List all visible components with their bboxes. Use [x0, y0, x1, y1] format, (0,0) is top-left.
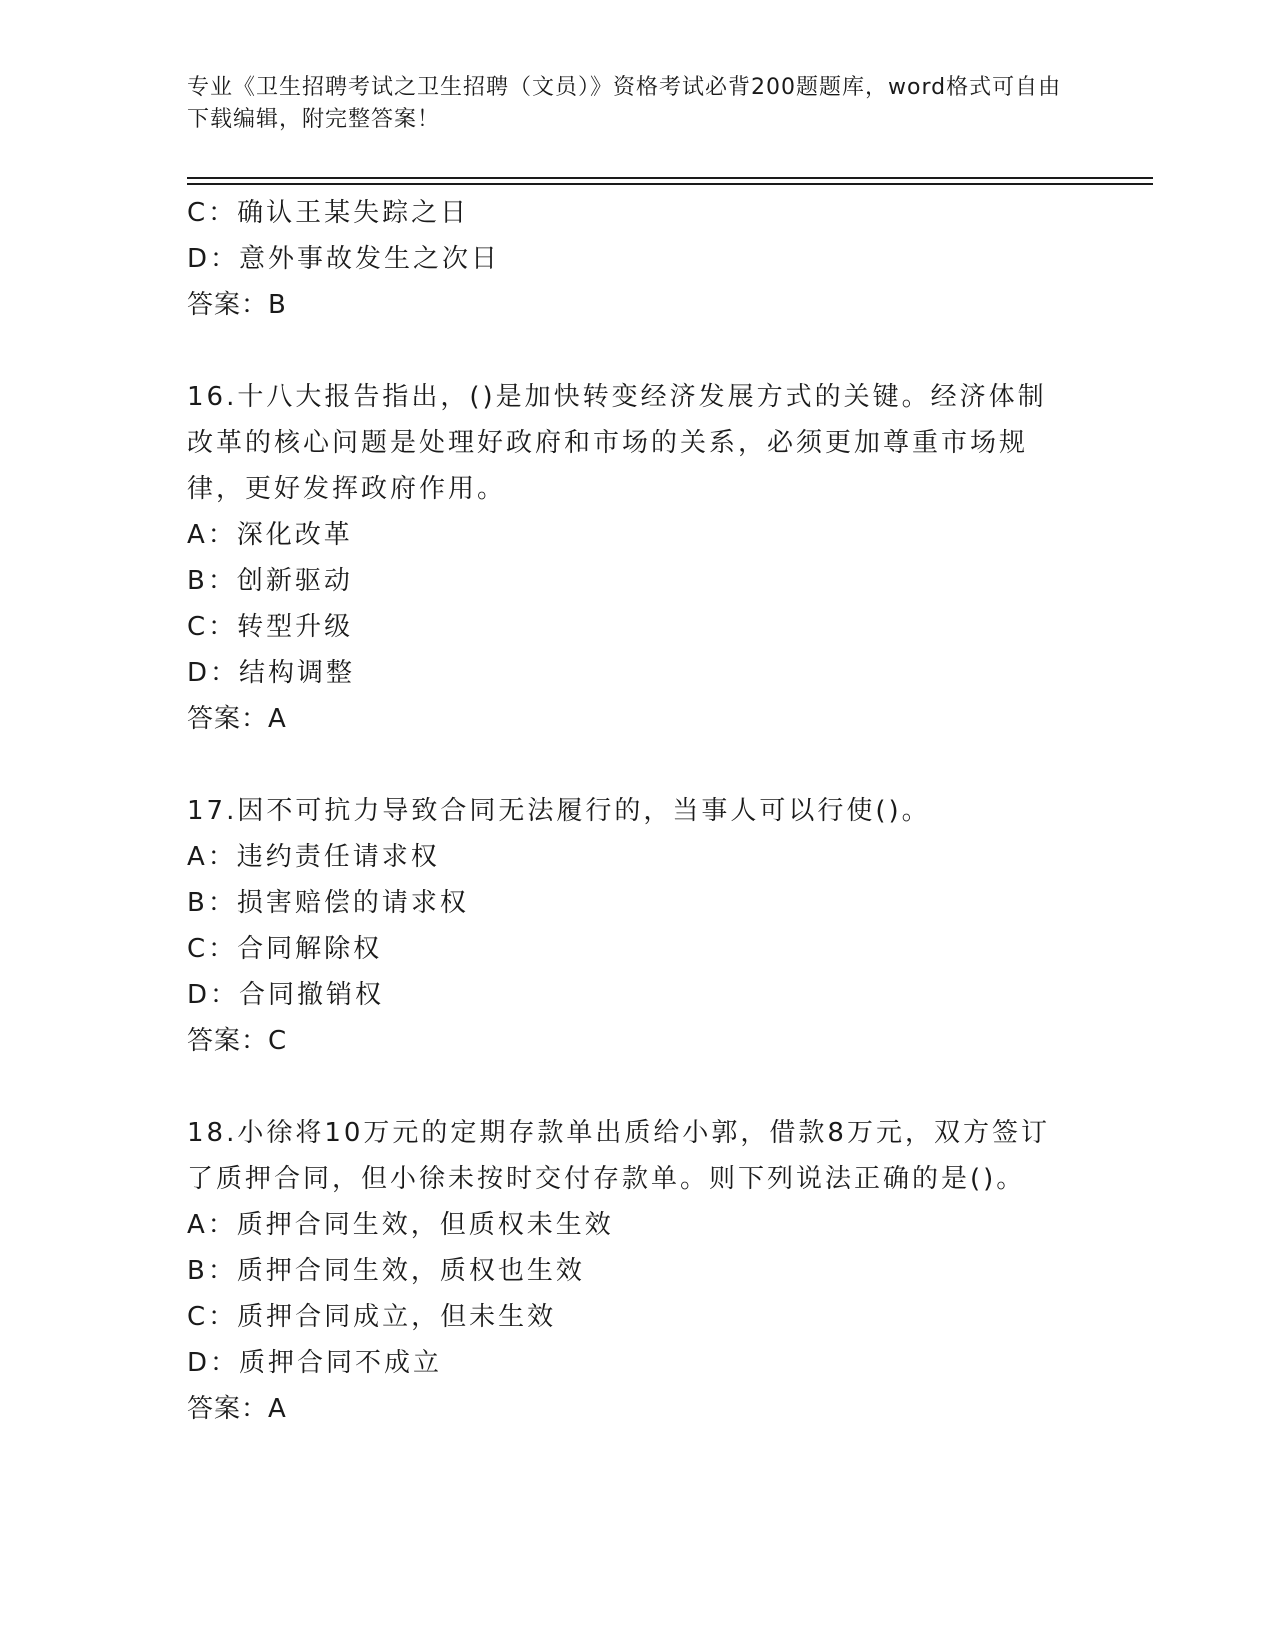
option-text: 质押合同成立，但未生效: [237, 1302, 557, 1332]
option-c: [187, 604, 1087, 650]
option-text: 创新驱动: [236, 566, 353, 596]
spacer: [187, 742, 1087, 788]
question-text: 16.十八大报告指出，()是加快转变经济发展方式的关键。经济体制改革的核心问题是处理好政府和市场的关系，必须更加尊重市场规律，更好发挥政府作用。: [187, 382, 1047, 504]
spacer: [187, 328, 1087, 374]
header-divider-top: [187, 177, 1153, 179]
option-text: 意外事故发生之次日: [239, 244, 501, 274]
option-key: B：: [187, 888, 237, 918]
option-text: 质押合同不成立: [239, 1348, 443, 1378]
option-d: [187, 1340, 1087, 1386]
option-b: [187, 1248, 1087, 1294]
option-text: 质押合同生效，但质权未生效: [236, 1210, 614, 1240]
option-d: [187, 650, 1087, 696]
option-text: 损害赔偿的请求权: [236, 888, 469, 918]
option-c: [187, 190, 1087, 236]
option-text: 质押合同生效，质权也生效: [236, 1256, 585, 1286]
question-18: [187, 1110, 1087, 1432]
option-key: D：: [187, 980, 240, 1010]
option-text: 确认王某失踪之日: [237, 198, 470, 228]
option-text: 合同解除权: [237, 934, 383, 964]
option-b: [187, 558, 1087, 604]
answer-line: 答案：A: [187, 704, 287, 734]
option-key: D：: [187, 1348, 240, 1378]
question-17: [187, 788, 1087, 1064]
document-header: 专业《卫生招聘考试之卫生招聘（文员）》资格考试必背200题题库，word格式可自由下载编辑，附完整答案！: [187, 75, 1062, 132]
previous-question-tail: [187, 190, 1087, 328]
header-divider-bottom: [187, 183, 1153, 185]
option-d: [187, 972, 1087, 1018]
option-key: D：: [187, 244, 240, 274]
option-text: 转型升级: [237, 612, 354, 642]
option-text: 深化改革: [236, 520, 353, 550]
option-key: A：: [187, 520, 237, 550]
option-b: [187, 880, 1087, 926]
option-key: D：: [187, 658, 240, 688]
option-a: [187, 1202, 1087, 1248]
option-key: C：: [187, 198, 238, 228]
option-key: C：: [187, 612, 238, 642]
spacer: [187, 1064, 1087, 1110]
option-d: [187, 236, 1087, 282]
option-key: A：: [187, 842, 237, 872]
option-a: [187, 834, 1087, 880]
option-key: C：: [187, 1302, 238, 1332]
option-a: [187, 512, 1087, 558]
option-key: A：: [187, 1210, 237, 1240]
answer-line: 答案：A: [187, 1394, 287, 1424]
option-key: C：: [187, 934, 238, 964]
question-list: [187, 190, 1087, 1432]
question-16: [187, 374, 1087, 742]
question-text: 18.小徐将10万元的定期存款单出质给小郭，借款8万元，双方签订了质押合同，但小徐未按时交付存款单。则下列说法正确的是()。: [187, 1118, 1050, 1194]
option-text: 结构调整: [239, 658, 356, 688]
option-key: B：: [187, 1256, 237, 1286]
question-text: 17.因不可抗力导致合同无法履行的，当事人可以行使()。: [187, 796, 931, 826]
option-text: 合同撤销权: [239, 980, 385, 1010]
option-c: [187, 1294, 1087, 1340]
answer-line: 答案：C: [187, 1026, 288, 1056]
option-key: B：: [187, 566, 237, 596]
option-text: 违约责任请求权: [236, 842, 440, 872]
option-c: [187, 926, 1087, 972]
answer-line: 答案：B: [187, 290, 287, 320]
